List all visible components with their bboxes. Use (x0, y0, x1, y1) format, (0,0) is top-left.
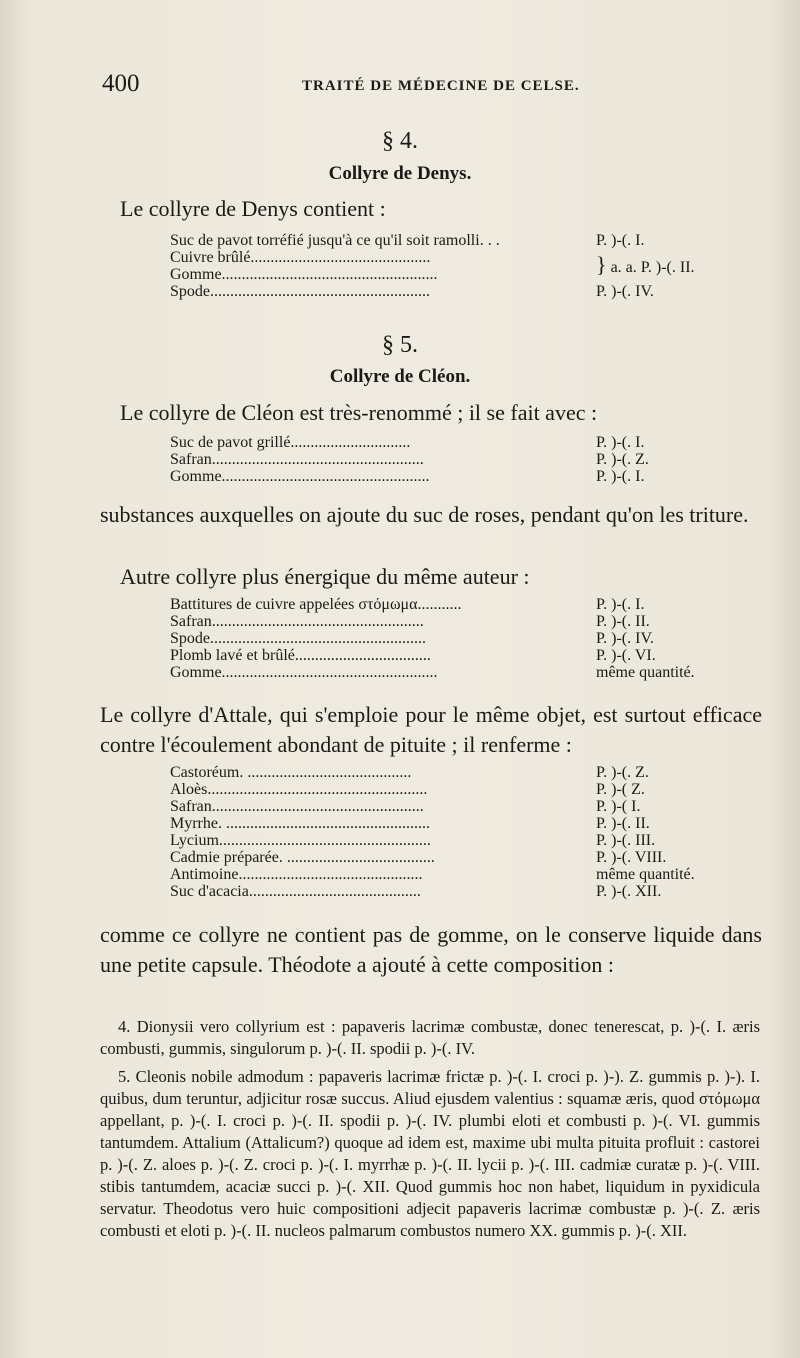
footnote-5: 5. Cleonis nobile admodum : papaveris lacrimæ frictæ p. )-(. I. croci p. )-). Z. gummis p. )-). I. quibus, dum teruntur, adjicitur rosæ succus. Aliud ejusdem valentius : squamæ æris, quod στόμωμα appellant, p. )-(. I. croci p. )-(. II. spodii p. )-(. IV. plumbi eloti et combusti p. )-(. VI. gummis tantumdem. Attalium (Attalicum?) quoque ad idem est, maxime ubi multa pituita profluit : castorei p. )-(. Z. aloes p. )-(. Z. croci p. )-(. I. myrrhæ p. )-(. II. lycii p. )-(. III. cadmiæ curatæ p. )-(. VIII. stibis tantumdem, acaciæ succi p. )-(. XII. Quod gummis hoc non habet, liquidum in pyxidicula servatur. Theodotus vero huic compositioni adjecit papaveris lacrimæ combustæ p. )-(. Z. æris combusti et eloti p. )-(. II. nucleos palmarum combustos numero XX. gummis p. )-(. XII. (100, 1067, 760, 1240)
ingredient: Gomme.................................................... (170, 468, 430, 485)
ingredient: Myrrhe. ................................................... (170, 815, 430, 832)
ingredient: Cuivre brûlé............................................. (170, 249, 431, 266)
ingredient: Cadmie préparée. ..................................... (170, 849, 435, 866)
dose: P. )-(. I. (596, 596, 645, 613)
ingredient: Battitures de cuivre appelées στόμωμα........... (170, 596, 462, 613)
recipe-row (170, 596, 695, 613)
recipe-row (170, 866, 695, 883)
section-title-5: Collyre de Cléon. (329, 366, 471, 387)
ingredient: Spode...................................................... (170, 630, 426, 647)
dose: P. )-(. Z. (596, 764, 649, 781)
dose: P. )-(. Z. (596, 451, 649, 468)
bracket-dose-text: a. a. P. )-(. II. (610, 259, 695, 276)
dose: même quantité. (596, 866, 695, 883)
ingredient: Suc de pavot grillé.............................. (170, 434, 411, 451)
section-title-4: Collyre de Denys. (328, 163, 472, 184)
recipe-row (170, 849, 695, 866)
section-4-intro: Le collyre de Denys contient : (120, 196, 386, 221)
dose: P. )-(. VIII. (596, 849, 667, 866)
footnotes (100, 1016, 760, 1248)
recipe-row (170, 630, 695, 647)
recipe-table-attale (170, 764, 695, 900)
ingredient: Lycium..................................................... (170, 832, 431, 849)
dose: P. )-(. II. (596, 613, 650, 630)
ingredient: Safran..................................................... (170, 798, 424, 815)
section-mark-5: § 5. (382, 332, 418, 358)
ingredient: Spode....................................................... (170, 283, 430, 300)
page-header (102, 70, 702, 100)
recipe-row (170, 815, 695, 832)
recipe-row (170, 781, 695, 798)
dose: P. )-(. XII. (596, 883, 662, 900)
recipe-row (170, 664, 695, 681)
recipe-row (170, 883, 695, 900)
recipe-row (170, 232, 695, 249)
recipe-row (170, 249, 695, 266)
recipe-table-cleon-2 (170, 596, 695, 681)
ingredient: Castoréum. ......................................... (170, 764, 412, 781)
ingredient: Safran..................................................... (170, 613, 424, 630)
recipe-row (170, 468, 649, 485)
dose: P. )-(. I. (596, 232, 645, 249)
attale-closing: comme ce collyre ne contient pas de gomme, on le conserve liquide dans une petite capsule. Théodote a ajouté à cette composition : (100, 922, 762, 977)
section-5-after-text: substances auxquelles on ajoute du suc de roses, pendant qu'on les triture. (100, 502, 749, 527)
recipe-row (170, 283, 695, 300)
ingredient: Gomme...................................................... (170, 664, 438, 681)
section-5-intro-2: Autre collyre plus énergique du même auteur : (120, 564, 530, 589)
recipe-table-denys (170, 232, 695, 300)
recipe-row (170, 434, 649, 451)
ingredient: Aloès....................................................... (170, 781, 428, 798)
footnote-4: 4. Dionysii vero collyrium est : papaveris lacrimæ combustæ, donec tenerescat, p. )-(. I. æris combusti, gummis, singulorum p. )-(. II. spodii p. )-(. IV. (100, 1017, 760, 1058)
ingredient: Gomme...................................................... (170, 266, 438, 283)
recipe-table-cleon (170, 434, 649, 485)
dose: P. )-(. IV. (596, 630, 654, 647)
page-number: 400 (102, 70, 140, 97)
recipe-row (170, 798, 695, 815)
dose: même quantité. (596, 664, 695, 681)
recipe-row (170, 451, 649, 468)
recipe-row (170, 647, 695, 664)
bracket-dose (590, 249, 695, 283)
recipe-row (170, 613, 695, 630)
section-mark-4: § 4. (382, 128, 418, 154)
dose: P. )-(. VI. (596, 647, 656, 664)
ingredient: Plomb lavé et brûlé.................................. (170, 647, 431, 664)
dose: P. )-( Z. (596, 781, 645, 798)
ingredient: Suc de pavot torréfié jusqu'à ce qu'il soit ramolli. . . (170, 232, 500, 249)
running-title: TRAITÉ DE MÉDECINE DE CELSE. (302, 78, 580, 94)
recipe-row (170, 832, 695, 849)
ingredient: Suc d'acacia........................................... (170, 883, 421, 900)
dose: P. )-( I. (596, 798, 641, 815)
dose: P. )-(. II. (596, 815, 650, 832)
attale-intro: Le collyre d'Attale, qui s'emploie pour le même objet, est surtout efficace contre l'écoulement abondant de pituite ; il renferme : (100, 702, 762, 757)
section-5-intro: Le collyre de Cléon est très-renommé ; il se fait avec : (120, 400, 598, 425)
ingredient: Antimoine.............................................. (170, 866, 423, 883)
dose: P. )-(. I. (596, 468, 645, 485)
dose: P. )-(. I. (596, 434, 645, 451)
dose: P. )-(. III. (596, 832, 656, 849)
brace-icon: } (596, 252, 607, 277)
recipe-row (170, 764, 695, 781)
ingredient: Safran..................................................... (170, 451, 424, 468)
dose: P. )-(. IV. (596, 283, 654, 300)
